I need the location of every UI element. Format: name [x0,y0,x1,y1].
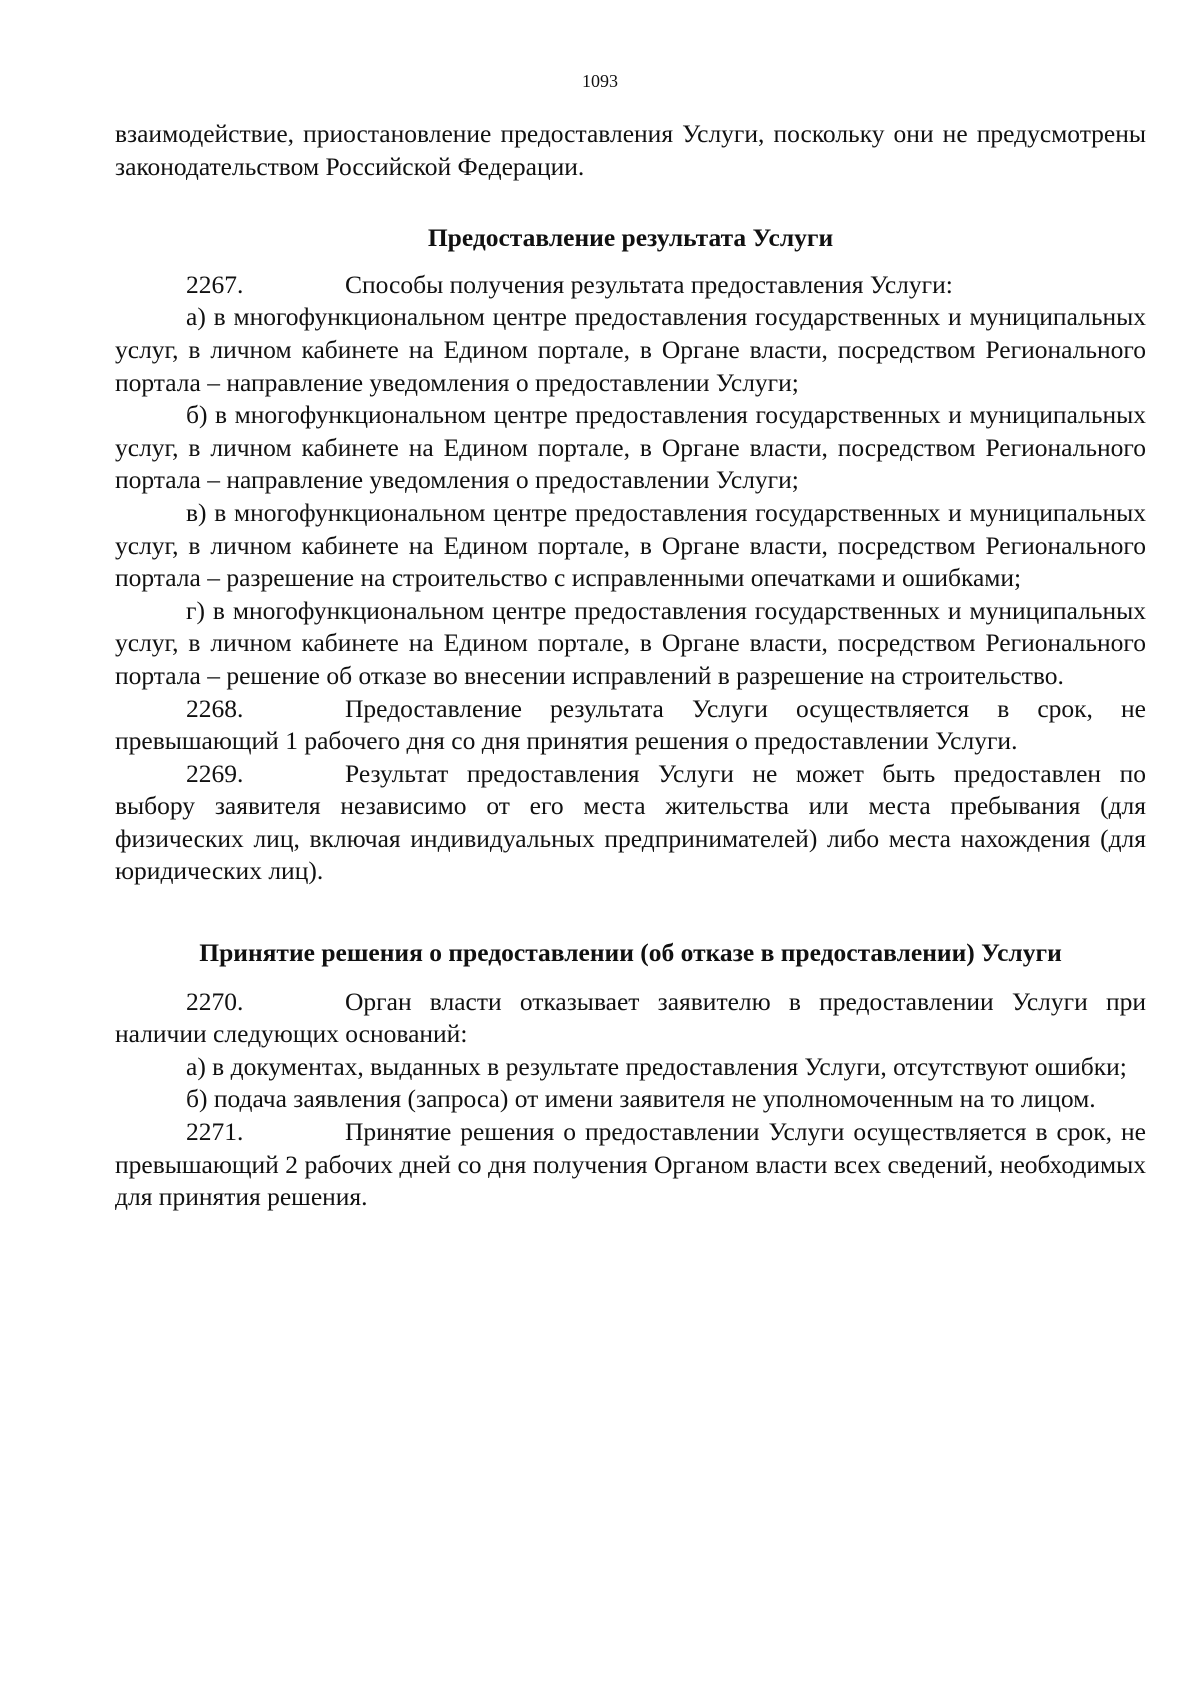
clause-text: Принятие решения о предоставлении Услуги осуществляется в срок, не превышающий 2 рабочих дней со дня получения Органом власти всех сведений, необходимых для принятия решения. [115,1117,1146,1212]
clause-2270 [115,986,1146,1051]
clause-number: 2271. [186,1117,244,1147]
list-item-a: а) в многофункциональном центре предоставления государственных и муниципальных услуг, в личном кабинете на Едином портале, в Органе власти, посредством Регионального портала – направление уведомления о предоставлении Услуги; [115,302,1146,397]
clause-text: Предоставление результата Услуги осуществляется в срок, не превышающий 1 рабочего дня со дня принятия решения о предоставлении Услуги. [115,693,1146,756]
clause-text: Способы получения результата предоставления Услуги: [345,269,953,299]
clause-text: Результат предоставления Услуги не может быть предоставлен по выбору заявителя независимо от его места жительства или места пребывания (для физических лиц, включая индивидуальных предпринимателей) либо места нахождения (для юридических лиц). [115,758,1146,886]
clause-number: 2269. [186,758,244,788]
clause-2271 [115,1116,1146,1214]
clause-2268 [115,693,1146,758]
clause-number: 2268. [186,693,244,723]
section-heading-result: Предоставление результата Услуги [427,223,834,253]
list-item-b: б) в многофункциональном центре предоставления государственных и муниципальных услуг, в личном кабинете на Едином портале, в Органе власти, посредством Регионального портала – направление уведомления о предоставлении Услуги; [115,400,1146,495]
clause-2267 [115,269,1146,302]
clause-2269 [115,758,1146,888]
clause-number: 2270. [186,986,244,1016]
list-item-v: в) в многофункциональном центре предоставления государственных и муниципальных услуг, в личном кабинете на Едином портале, в Органе власти, посредством Регионального портала – разрешение на строительство с исправленными опечатками и ошибками; [115,497,1146,593]
list-item-a: а) в документах, выданных в результате предоставления Услуги, отсутствуют ошибки; [186,1051,1127,1081]
intro-paragraph: взаимодействие, приостановление предоставления Услуги, поскольку они не предусмотрены законодательством Российской Федерации. [115,119,1146,181]
clause-text: Орган власти отказывает заявителю в предоставлении Услуги при наличии следующих оснований: [115,986,1146,1049]
page-number: 1093 [582,71,618,91]
clause-number: 2267. [186,269,244,299]
section-heading-decision: Принятие решения о предоставлении (об отказе в предоставлении) Услуги [199,938,1062,968]
list-item-g: г) в многофункциональном центре предоставления государственных и муниципальных услуг, в личном кабинете на Едином портале, в Органе власти, посредством Регионального портала – решение об отказе во внесении исправлений в разрешение на строительство. [115,595,1146,690]
document-body [115,118,1146,1214]
list-item-b: б) подача заявления (запроса) от имени заявителя не уполномоченным на то лицом. [186,1084,1096,1114]
